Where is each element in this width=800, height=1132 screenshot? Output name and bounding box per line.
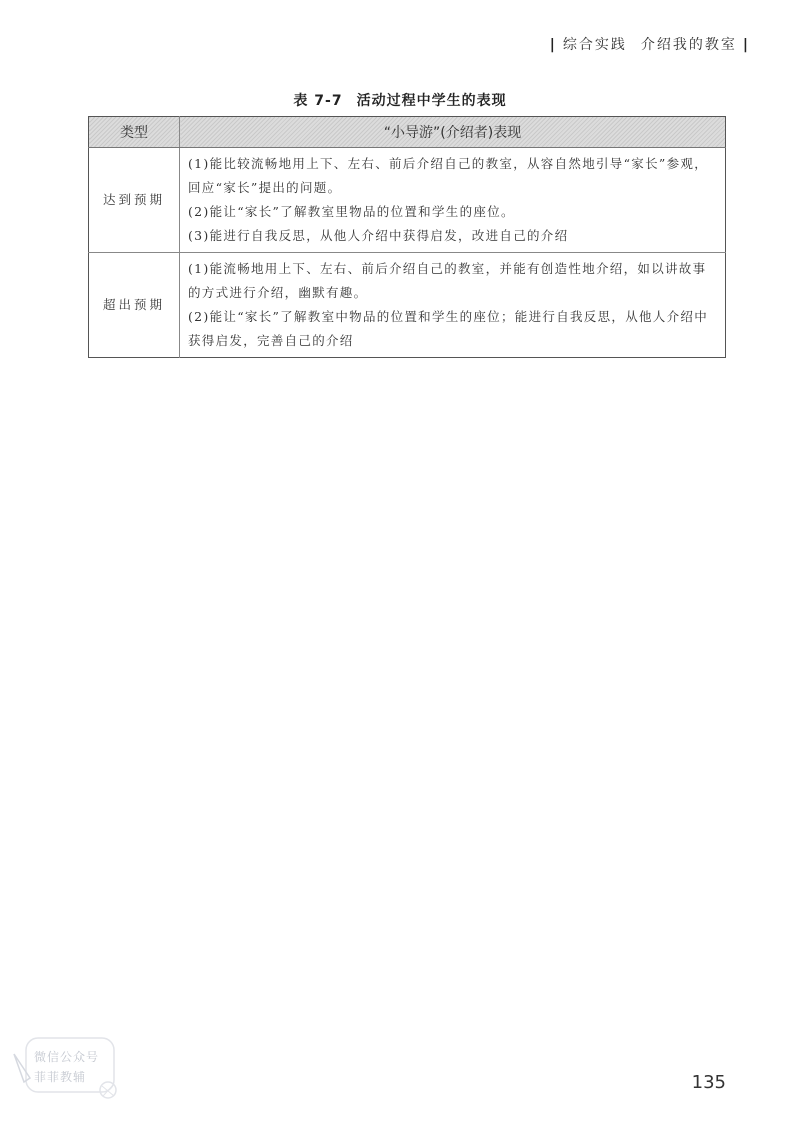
header-topic: 介绍我的教室 (640, 37, 737, 53)
table-header-row (89, 117, 726, 148)
table-number: 表 7-7 (293, 93, 343, 109)
table-row (89, 253, 726, 358)
table-caption (0, 90, 800, 110)
watermark-line-1: 微信公众号 (34, 1050, 100, 1064)
description-line: (1)能流畅地用上下、左右、前后介绍自己的教室，并能有创造性地介绍，如以讲故事的方式进行介绍，幽默有趣。 (188, 261, 707, 300)
watermark (8, 1034, 118, 1104)
table-row (89, 148, 726, 253)
row-type-cell: 超出预期 (89, 253, 180, 358)
row-description-cell (180, 253, 726, 358)
performance-table (88, 116, 726, 358)
column-header-performance: “小导游”(介绍者)表现 (180, 117, 726, 148)
row-type-cell: 达到预期 (89, 148, 180, 253)
description-line: (2)能让“家长”了解教室中物品的位置和学生的座位；能进行自我反思，从他人介绍中获得启发，完善自己的介绍 (188, 309, 708, 348)
description-line: (3)能进行自我反思，从他人介绍中获得启发，改进自己的介绍 (188, 228, 569, 243)
table-title: 活动过程中学生的表现 (356, 93, 507, 109)
header-section: 综合实践 (562, 37, 627, 53)
column-header-type: 类型 (89, 117, 180, 148)
header-right-bar: | (742, 37, 750, 53)
description-line: (2)能让“家长”了解教室里物品的位置和学生的座位。 (188, 204, 515, 219)
watermark-line-2: 菲菲教辅 (34, 1070, 87, 1084)
description-line: (1)能比较流畅地用上下、左右、前后介绍自己的教室，从容自然地引导“家长”参观，回应“家长”提出的问题。 (188, 156, 708, 195)
row-description-cell (180, 148, 726, 253)
header-left-bar: | (549, 37, 557, 53)
running-header (544, 34, 756, 54)
page-number: 135 (691, 1072, 726, 1093)
